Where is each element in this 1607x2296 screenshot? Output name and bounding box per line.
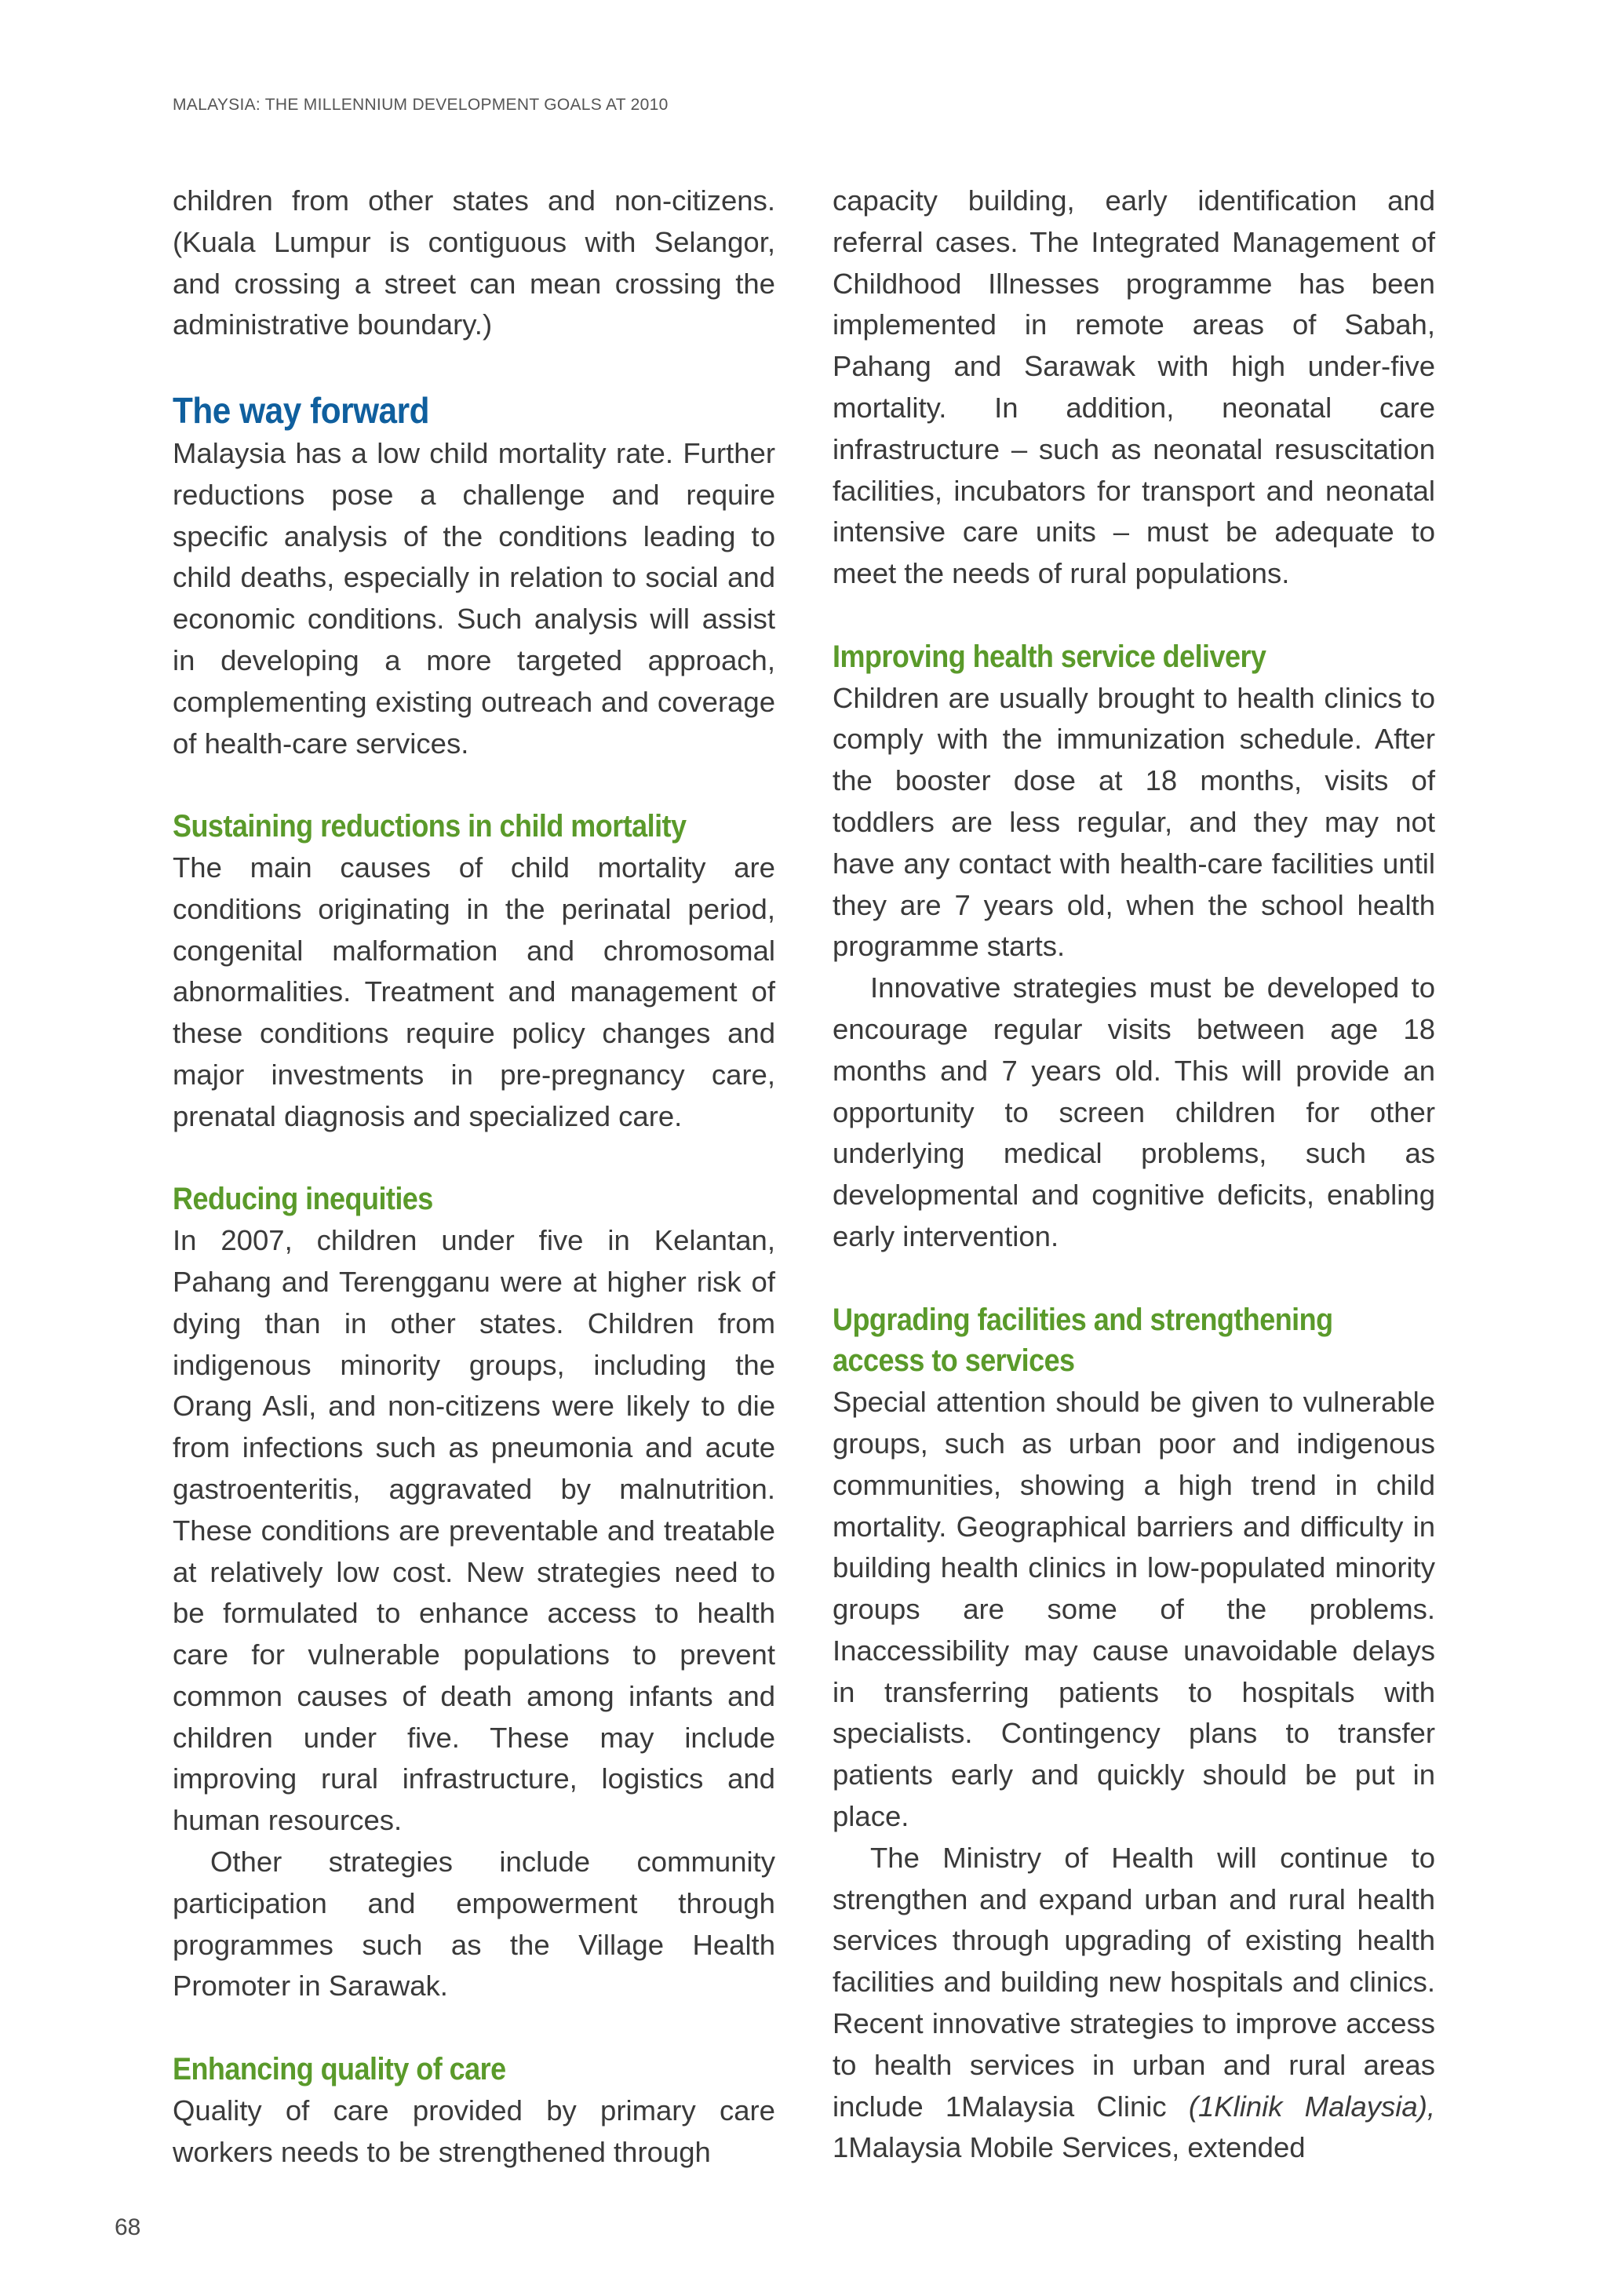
running-header: MALAYSIA: THE MILLENNIUM DEVELOPMENT GOALS AT 2010 <box>173 96 669 114</box>
continued-paragraph: capacity building, early identification and referral cases. The Integrated Management of Childhood Illnesses programme has been implemented in remote areas of Sabah, Pahang and Sarawak with high under-five mortality. In addition, neonatal care infrastructure – such as neonatal resuscitation facilities, incubators for transport and neonatal intensive care units – must be adequate to meet the needs of rural populations. <box>833 184 1435 590</box>
delivery-paragraph-1: Children are usually brought to health clinics to comply with the immunization schedule. After the booster dose at 18 months, visits of toddlers are less regular, and they may not have any contact with health-care facilities until they are 7 years old, when the school health programme starts. <box>833 681 1435 963</box>
upgrading-paragraph-1: Special attention should be given to vulnerable groups, such as urban poor and indigenous communities, showing a high trend in child mortality. Geographical barriers and difficulty in building health clinics in low-populated minority groups are some of the problems. Inaccessibility may cause unavoidable delays in transferring patients to hospitals with specialists. Contingency plans to transfer patients early and quickly should be put in place. <box>833 1386 1435 1833</box>
upgrading-paragraph-2-italic: (1Klinik Malaysia), <box>1188 2090 1435 2123</box>
intro-paragraph: children from other states and non-citizens. (Kuala Lumpur is contiguous with Selangor, and crossing a street can mean crossing the administrative boundary.) <box>173 184 775 341</box>
subsection-title-quality: Enhancing quality of care <box>173 2052 506 2087</box>
upgrading-paragraph-2-end: 1Malaysia Mobile Services, extended <box>833 2131 1306 2164</box>
inequities-paragraph-2: Other strategies include community participation and empowerment through programmes such as the Village Health Promoter in Sarawak. <box>173 1846 775 2003</box>
subsection-title-inequities: Reducing inequities <box>173 1182 433 1217</box>
upgrading-title-line-2: access to services <box>833 1343 1075 1379</box>
subsection-title-delivery: Improving health service delivery <box>833 639 1266 674</box>
upgrading-title-line-1: Upgrading facilities and strengthening <box>833 1302 1333 1337</box>
delivery-paragraph-2: Innovative strategies must be developed to encourage regular visits between age 18 months and 7 years old. This will provide an opportunity to screen children for other underlying medical problems, such as developmental and cognitive deficits, enabling early intervention. <box>833 971 1435 1252</box>
section-title-way-forward: The way forward <box>173 389 430 431</box>
page-number: 68 <box>115 2214 141 2240</box>
left-column <box>173 180 775 2173</box>
way-forward-paragraph: Malaysia has a low child mortality rate. Further reductions pose a challenge and require specific analysis of the conditions leading to child deaths, especially in relation to social and economic conditions. Such analysis will assist in developing a more targeted approach, complementing existing outreach and coverage of health-care services. <box>173 436 775 760</box>
quality-paragraph: Quality of care provided by primary care workers needs to be strengthened through <box>173 2094 775 2168</box>
upgrading-paragraph-2 <box>833 1838 1435 2169</box>
inequities-paragraph-1: In 2007, children under five in Kelantan, Pahang and Terengganu were at higher risk of dying than in other states. Children from indigenous minority groups, including the Orang Asli, and non-citizens were likely to die from infections such as pneumonia and acute gastroenteritis, aggravated by malnutrition. These conditions are preventable and treatable at relatively low cost. New strategies need to be formulated to enhance access to health care for vulnerable populations to prevent common causes of death among infants and children under five. These may include improving rural infrastructure, logistics and human resources. <box>173 1224 775 1837</box>
sustaining-paragraph: The main causes of child mortality are conditions originating in the perinatal period, congenital malformation and chromosomal abnormalities. Treatment and management of these conditions require policy changes and major investments in pre-pregnancy care, prenatal diagnosis and specialized care. <box>173 851 775 1132</box>
subsection-title-upgrading <box>833 1299 1375 1383</box>
right-column <box>833 180 1435 2169</box>
subsection-title-sustaining: Sustaining reductions in child mortality <box>173 809 687 844</box>
upgrading-paragraph-2-start: The Ministry of Health will continue to strengthen and expand urban and rural health services through upgrading of existing health facilities and building new hospitals and clinics. Recent innovative strategies to improve access to health services in urban and rural areas include 1Malaysia Clinic <box>833 1841 1435 2123</box>
